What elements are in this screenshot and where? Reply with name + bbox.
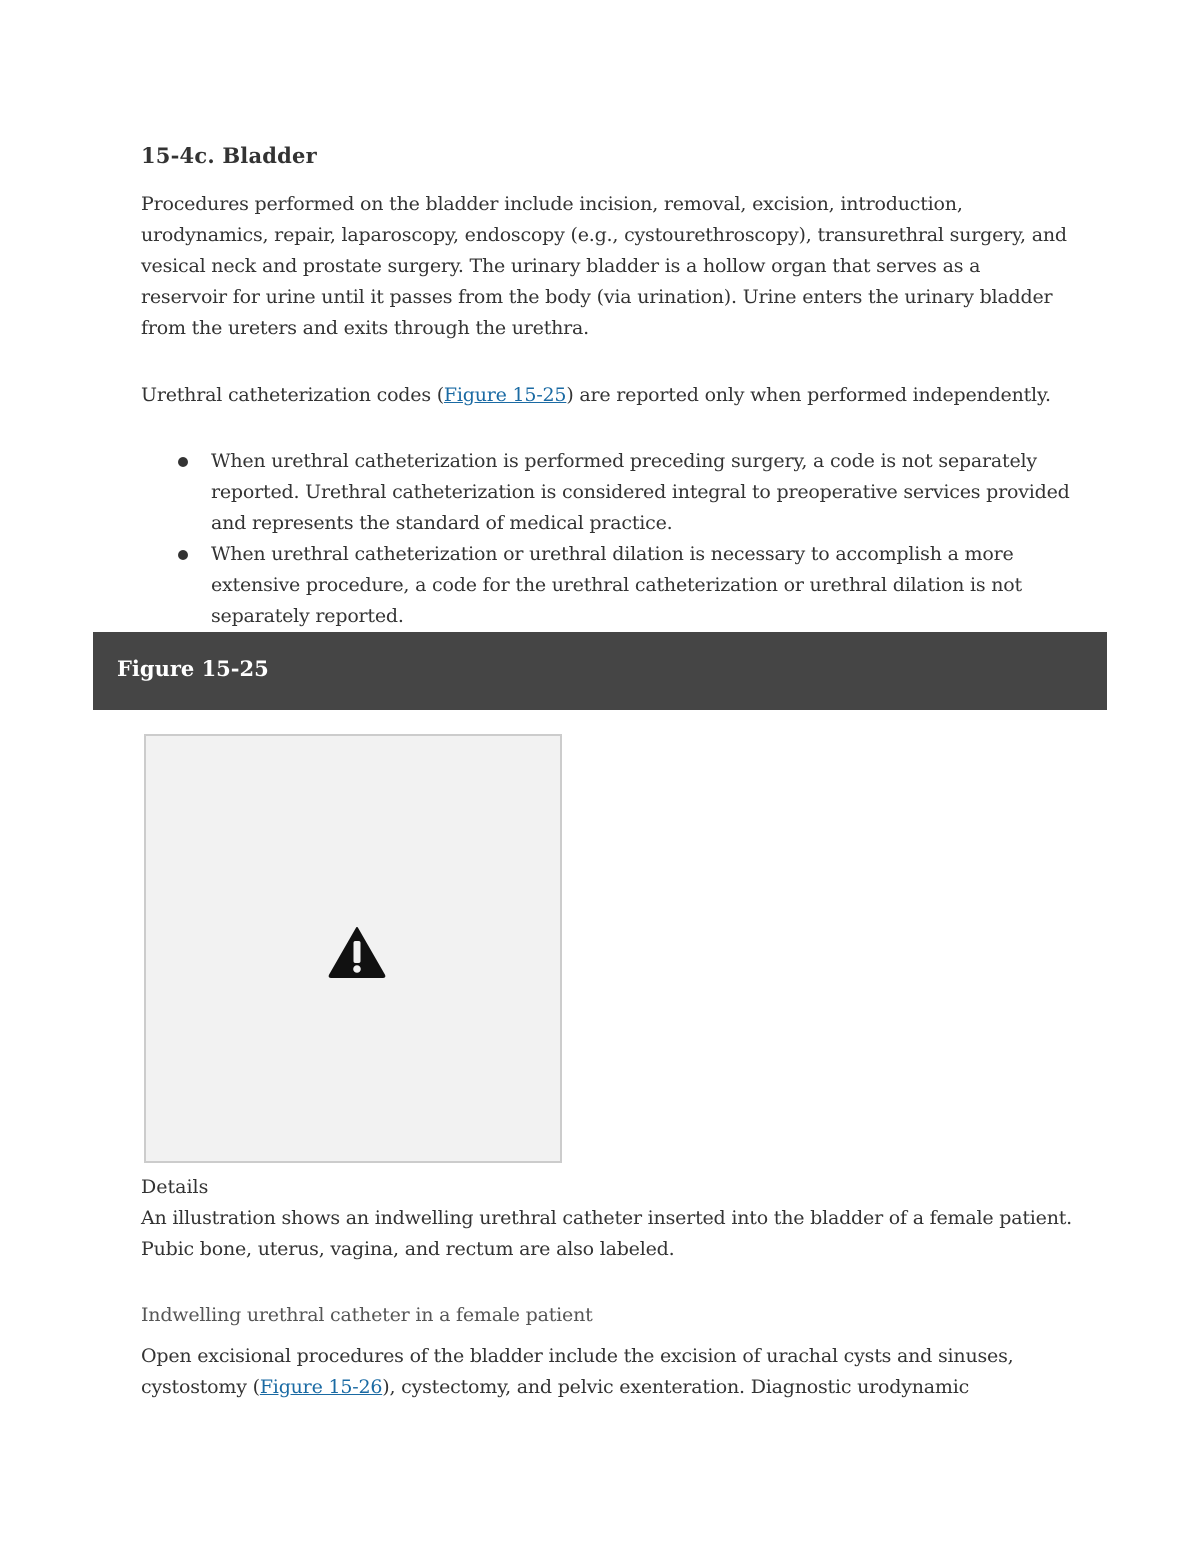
list-item: [211, 539, 1071, 632]
figure-header-bar: [93, 632, 1107, 710]
figure-title: Figure 15-25: [117, 656, 269, 681]
catheterization-text-before: Urethral catheterization codes (: [141, 384, 444, 406]
excisional-text-after: ), cystectomy, and pelvic exenteration. Diagnostic urodynamic: [382, 1376, 970, 1398]
list-item: [211, 446, 1071, 539]
catheterization-paragraph: [141, 380, 1071, 411]
figure-15-25-link[interactable]: Figure 15-25: [443, 384, 567, 406]
bullet-icon: [178, 457, 188, 467]
intro-paragraph: Procedures performed on the bladder include incision, removal, excision, introduction, urodynamics, repair, laparoscopy, endoscopy (e.g., cystourethroscopy), transurethral surgery, and vesical neck and prostate surgery. The urinary bladder is a hollow organ that serves as a reservoir for urine until it passes from the body (via urination). Urine enters the urinary bladder from the ureters and exits through the urethra.: [141, 193, 1067, 339]
figure-image-placeholder[interactable]: [144, 734, 562, 1163]
section-heading: 15-4c. Bladder: [141, 143, 317, 168]
bullet-icon: [178, 550, 188, 560]
bullet-text: When urethral catheterization or urethral dilation is necessary to accomplish a more extensive procedure, a code for the urethral catheterization or urethral dilation is not separately reported.: [211, 543, 1022, 627]
figure-15-26-link[interactable]: Figure 15-26: [259, 1376, 383, 1398]
excisional-text-before: Open excisional procedures of the bladder include the excision of urachal cysts and sinuses, cystostomy (: [141, 1345, 1014, 1398]
bullet-list: [211, 446, 1071, 632]
warning-icon: [328, 926, 386, 978]
details-label: Details: [141, 1176, 209, 1198]
catheterization-text-after: ) are reported only when performed independently.: [566, 384, 1051, 406]
bullet-text: When urethral catheterization is performed preceding surgery, a code is not separately reported. Urethral catheterization is considered integral to preoperative services provided and represents the standard of medical practice.: [211, 450, 1070, 534]
figure-caption: Indwelling urethral catheter in a female patient: [141, 1304, 593, 1326]
excisional-paragraph: [141, 1341, 1071, 1403]
details-text: An illustration shows an indwelling urethral catheter inserted into the bladder of a female patient. Pubic bone, uterus, vagina, and rectum are also labeled.: [141, 1207, 1073, 1260]
